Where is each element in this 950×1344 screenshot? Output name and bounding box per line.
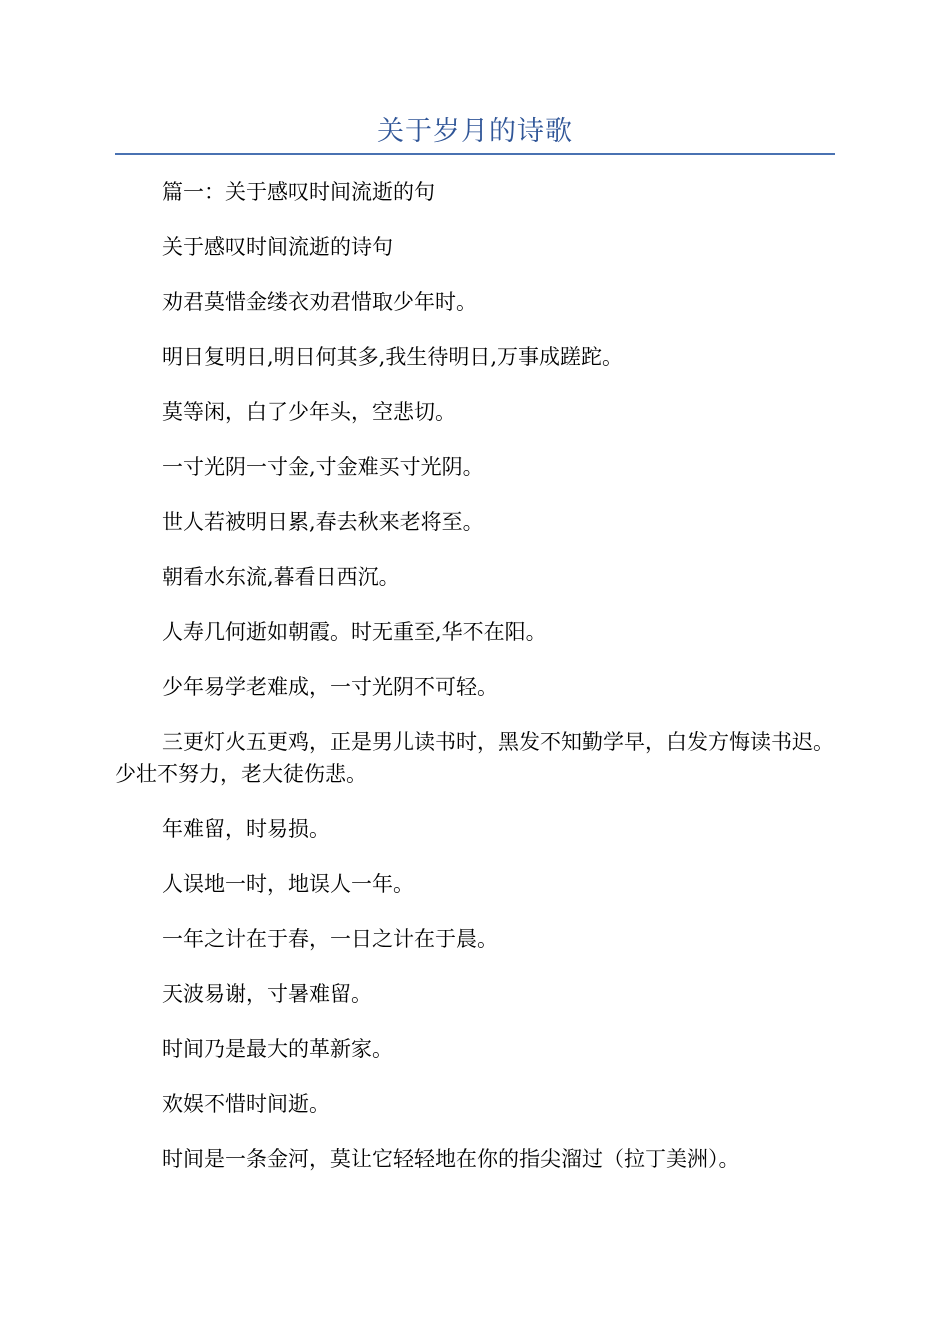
paragraph-11: 三更灯火五更鸡，正是男儿读书时，黑发不知勤学早，白发方悔读书迟。少壮不努力，老大徒伤悲。 xyxy=(115,730,834,786)
paragraph-15: 天波易谢，寸暑难留。 xyxy=(162,982,372,1006)
paragraph-14: 一年之计在于春，一日之计在于晨。 xyxy=(162,927,498,951)
paragraph-8: 朝看水东流,暮看日西沉。 xyxy=(162,565,400,589)
paragraph-2: 关于感叹时间流逝的诗句 xyxy=(162,235,393,259)
title-underline xyxy=(115,153,835,155)
paragraph-4: 明日复明日,明日何其多,我生待明日,万事成蹉跎。 xyxy=(162,345,624,369)
paragraph-5: 莫等闲，白了少年头，空悲切。 xyxy=(162,400,456,424)
paragraph-9: 人寿几何逝如朝霞。时无重至,华不在阳。 xyxy=(162,620,547,644)
paragraph-12: 年难留，时易损。 xyxy=(162,817,330,841)
paragraph-18: 时间是一条金河，莫让它轻轻地在你的指尖溜过（拉丁美洲）。 xyxy=(162,1147,740,1171)
paragraph-1: 篇一：关于感叹时间流逝的句 xyxy=(162,180,435,204)
paragraph-3: 劝君莫惜金缕衣劝君惜取少年时。 xyxy=(162,290,477,314)
paragraph-16: 时间乃是最大的革新家。 xyxy=(162,1037,393,1061)
paragraph-10: 少年易学老难成，一寸光阴不可轻。 xyxy=(162,675,498,699)
paragraph-6: 一寸光阴一寸金,寸金难买寸光阴。 xyxy=(162,455,484,479)
document-body xyxy=(115,176,835,1198)
paragraph-7: 世人若被明日累,春去秋来老将至。 xyxy=(162,510,484,534)
paragraph-17: 欢娱不惜时间逝。 xyxy=(162,1092,330,1116)
paragraph-13: 人误地一时，地误人一年。 xyxy=(162,872,414,896)
document-title: 关于岁月的诗歌 xyxy=(377,116,573,147)
